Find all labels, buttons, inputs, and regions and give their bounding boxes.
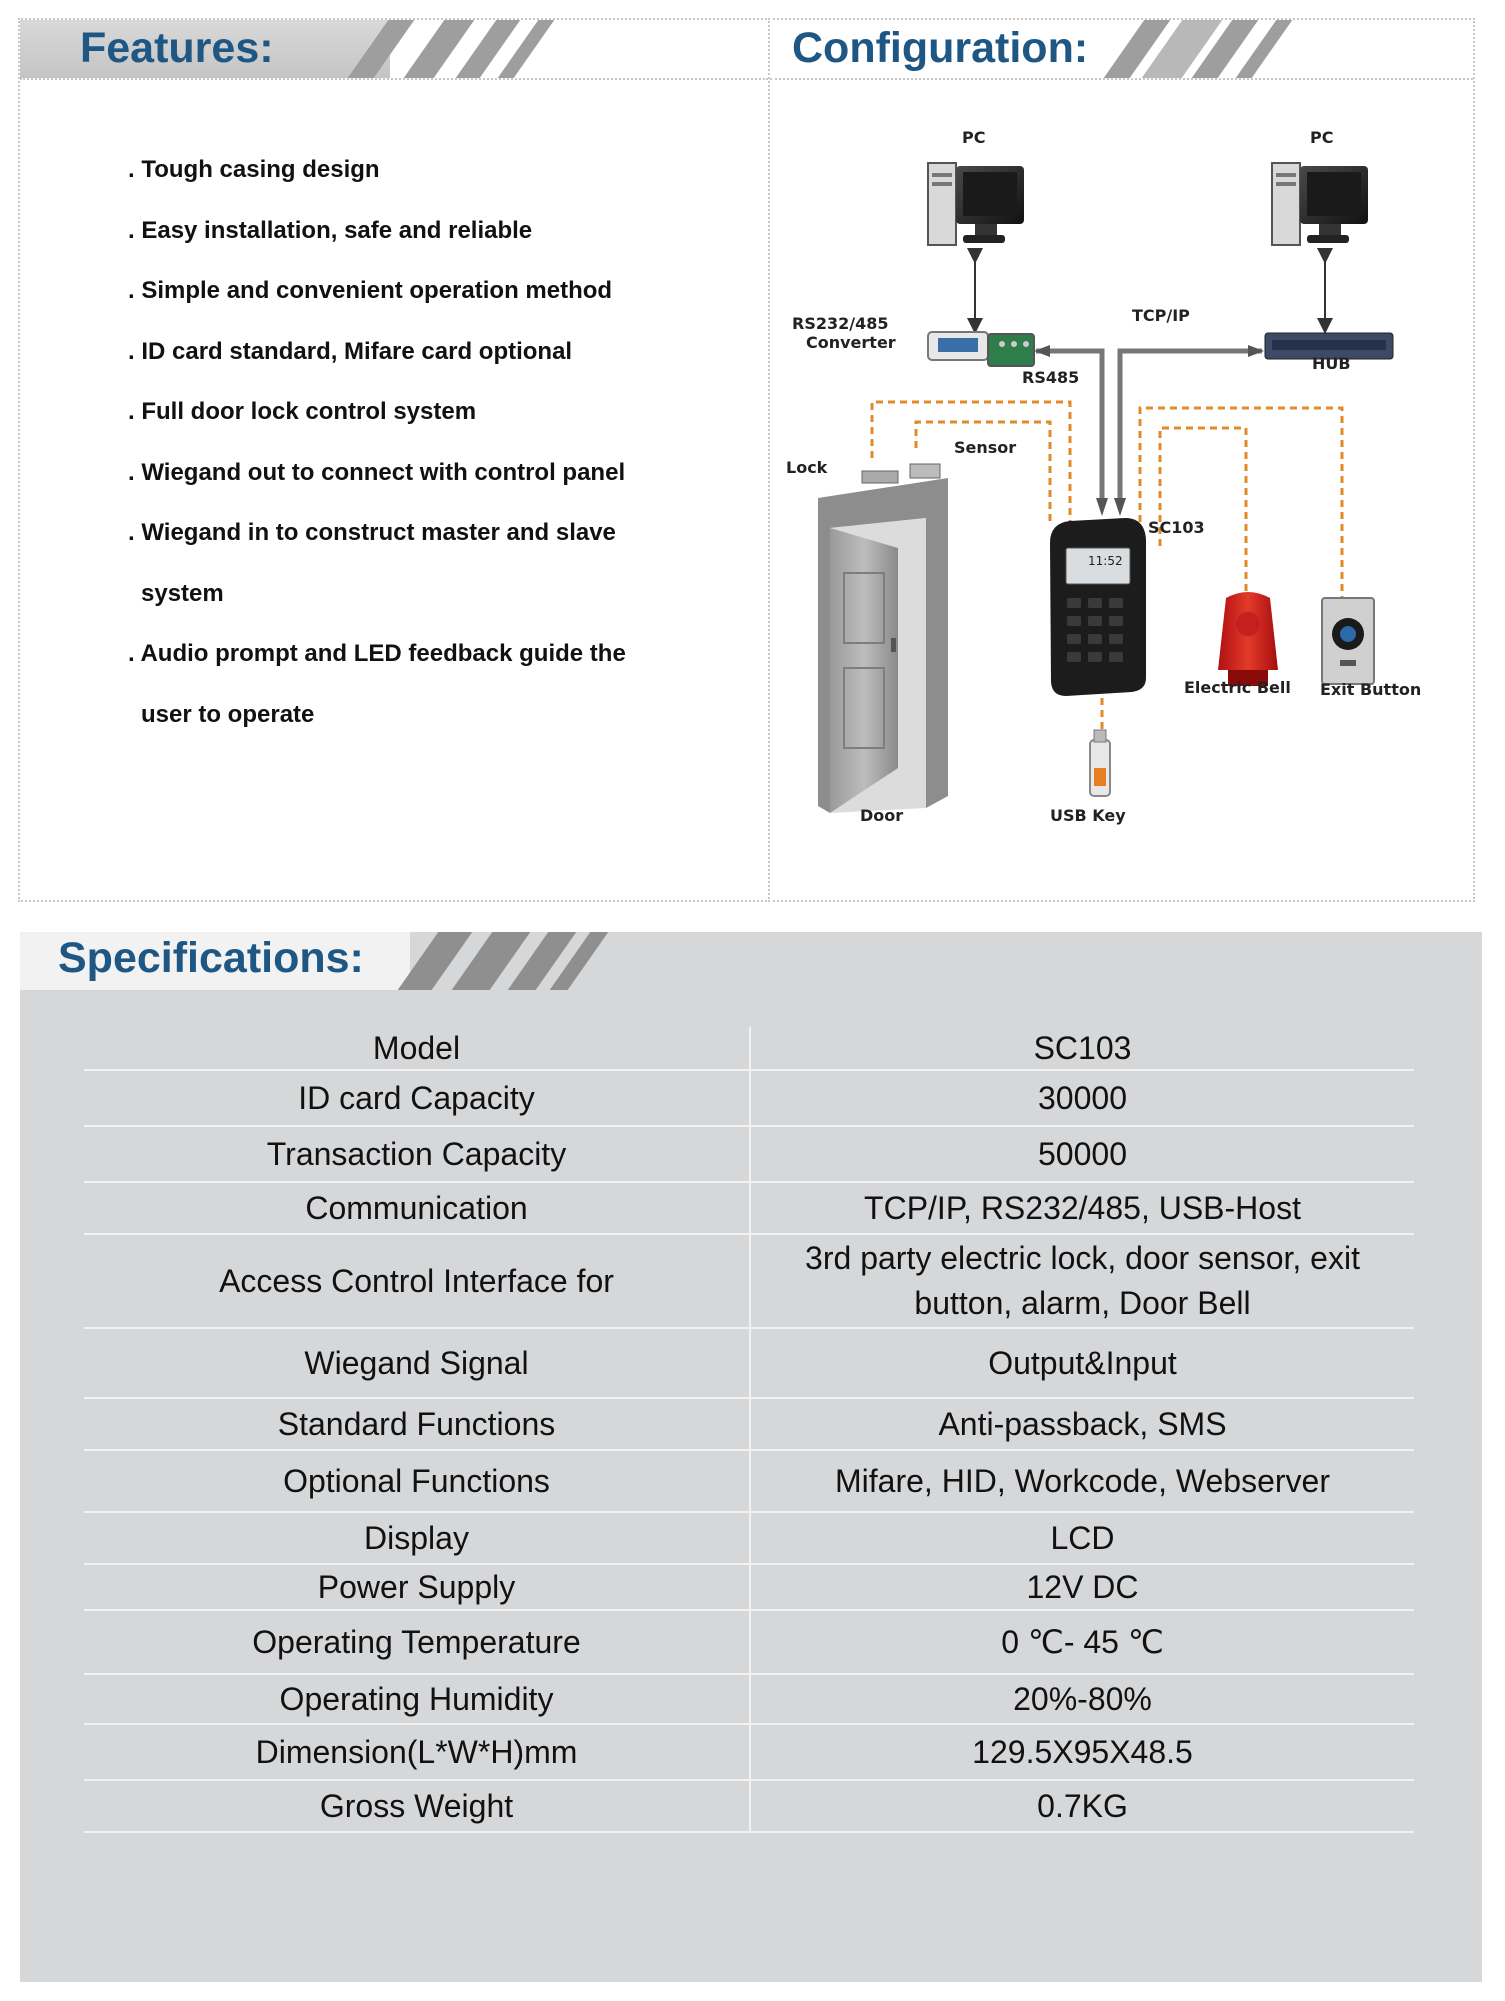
door-icon	[818, 464, 948, 813]
pc-left-icon	[928, 163, 1024, 245]
spec-label: Optional Functions	[283, 1462, 550, 1499]
spec-label: Gross Weight	[319, 1787, 514, 1824]
feature-item: . Easy installation, safe and reliable	[128, 216, 533, 244]
spec-row	[84, 1725, 1414, 1781]
feature-item: . ID card standard, Mifare card optional	[128, 337, 573, 365]
spec-label: ID card Capacity	[298, 1079, 535, 1116]
features-list	[128, 140, 728, 745]
features-header	[20, 20, 768, 78]
spec-label: Transaction Capacity	[266, 1135, 567, 1172]
device-screen-time: 11:52	[1088, 554, 1123, 568]
spec-row	[84, 1675, 1414, 1725]
spec-row	[84, 1781, 1414, 1833]
features-panel	[18, 18, 770, 902]
spec-value: 50000	[749, 1127, 1414, 1181]
lock-label: Lock	[786, 458, 828, 477]
exit-button-icon	[1322, 598, 1374, 684]
spec-label: Operating Temperature	[252, 1623, 581, 1660]
spec-label: Communication	[305, 1189, 528, 1226]
pc-right-icon	[1272, 163, 1368, 245]
spec-value: 129.5X95X48.5	[749, 1725, 1414, 1779]
spec-row	[84, 1399, 1414, 1451]
rs485-label: RS485	[1022, 368, 1080, 387]
spec-label: Operating Humidity	[279, 1680, 554, 1717]
exit-button-label: Exit Button	[1320, 680, 1422, 699]
configuration-diagram	[770, 78, 1473, 898]
electric-bell-icon	[1218, 592, 1278, 686]
spec-label: Dimension(L*W*H)mm	[255, 1733, 578, 1770]
spec-value: SC103	[749, 1027, 1414, 1069]
spec-label: Model	[372, 1029, 461, 1066]
feature-item: . Tough casing design	[128, 156, 380, 183]
pc-right-label: PC	[1310, 128, 1334, 147]
spec-value: Anti-passback, SMS	[749, 1399, 1414, 1449]
feature-item: system	[141, 579, 224, 607]
spec-row	[84, 1127, 1414, 1183]
spec-value: 0.7KG	[749, 1781, 1414, 1831]
feature-item: . Wiegand out to connect with control panel	[128, 458, 626, 486]
specifications-section	[20, 932, 1482, 1982]
spec-value: Mifare, HID, Workcode, Webserver	[749, 1451, 1414, 1511]
spec-row	[84, 1027, 1414, 1071]
sc103-device-icon	[1050, 518, 1146, 696]
feature-item: . Simple and convenient operation method	[128, 277, 613, 304]
converter-label: RS232/485	[792, 314, 889, 333]
spec-value: LCD	[749, 1513, 1414, 1563]
specifications-table	[84, 1027, 1414, 1833]
configuration-panel	[768, 18, 1475, 902]
tcpip-label: TCP/IP	[1132, 306, 1190, 325]
pc-left-label: PC	[962, 128, 986, 147]
spec-value: 20%-80%	[749, 1675, 1414, 1723]
spec-row	[84, 1183, 1414, 1235]
spec-label: Power Supply	[317, 1568, 516, 1605]
feature-item: . Full door lock control system	[128, 398, 477, 425]
spec-row	[84, 1611, 1414, 1675]
spec-label: Access Control Interface for	[219, 1262, 614, 1299]
feature-item: user to operate	[141, 700, 315, 728]
spec-row	[84, 1513, 1414, 1565]
spec-value: 12V DC	[749, 1565, 1414, 1609]
spec-label: Display	[364, 1519, 469, 1556]
spec-value: Output&Input	[749, 1329, 1414, 1397]
spec-label: Standard Functions	[277, 1405, 556, 1442]
usb-key-label: USB Key	[1050, 806, 1126, 825]
spec-row	[84, 1329, 1414, 1399]
hub-label: HUB	[1312, 354, 1351, 373]
spec-row	[84, 1235, 1414, 1329]
configuration-title: Configuration:	[792, 24, 1089, 72]
spec-value: 3rd party electric lock, door sensor, exit button, alarm, Door Bell	[749, 1235, 1414, 1327]
spec-row	[84, 1451, 1414, 1513]
door-label: Door	[860, 806, 904, 825]
feature-item: . Wiegand in to construct master and slave	[128, 519, 616, 546]
usb-key-icon	[1090, 730, 1110, 796]
features-title: Features:	[80, 24, 274, 72]
spec-row	[84, 1071, 1414, 1127]
converter-label: Converter	[806, 333, 896, 352]
spec-row	[84, 1565, 1414, 1611]
specifications-header	[20, 932, 1482, 990]
converter-icon	[928, 332, 1034, 366]
spec-value: 30000	[749, 1071, 1414, 1125]
spec-value: TCP/IP, RS232/485, USB-Host	[749, 1183, 1414, 1233]
electric-bell-label: Electric Bell	[1184, 678, 1291, 697]
spec-value: 0 ℃- 45 ℃	[749, 1611, 1414, 1673]
specifications-title: Specifications:	[58, 934, 364, 982]
configuration-header	[770, 20, 1473, 78]
device-label: SC103	[1148, 518, 1205, 537]
feature-item: . Audio prompt and LED feedback guide the	[128, 640, 626, 667]
sensor-label: Sensor	[954, 438, 1017, 457]
spec-label: Wiegand Signal	[304, 1344, 529, 1381]
